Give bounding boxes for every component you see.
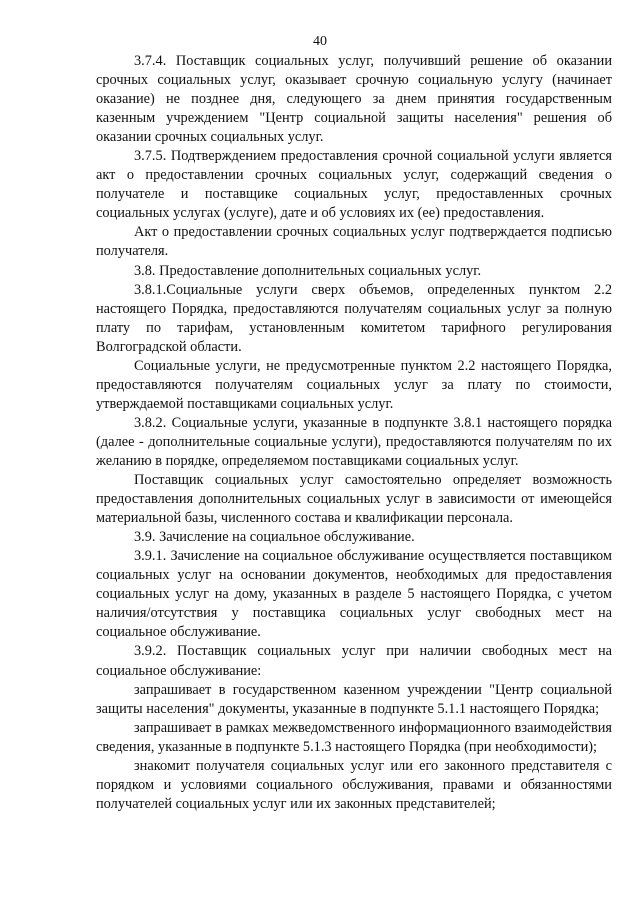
paragraph-act-signature: Акт о предоставлении срочных социальных услуг подтверждается подписью получателя.: [96, 224, 612, 260]
paragraph-3-9-1: 3.9.1. Зачисление на социальное обслуживание осуществляется поставщиком социальных услуг на основании документов, необходимых для предоставления социальных услуг на дому, указанных в разделе 5 настоящего Порядка, с учетом наличия/отсутствия у поставщика социальных услуг свободных мест на социальное обслуживание.: [96, 548, 612, 641]
section-heading-3-8: 3.8. Предоставление дополнительных социальных услуг.: [134, 262, 482, 279]
list-item-acquaint-recipient: знакомит получателя социальных услуг или его законного представителя с порядком и условиями социального обслуживания, правами и обязанностями получателей социальных услуг или их законных представителей;: [96, 757, 612, 812]
document-body: [96, 52, 612, 814]
paragraph-provider-capacity: Поставщик социальных услуг самостоятельно определяет возможность предоставления дополнительных социальных услуг в зависимости от имеющейся материальной базы, численного состава и квалификации персонала.: [96, 472, 612, 527]
section-heading-3-9: 3.9. Зачисление на социальное обслуживание.: [134, 529, 415, 546]
list-item-interagency-request: запрашивает в рамках межведомственного информационного взаимодействия сведения, указанные в подпункте 5.1.3 настоящего Порядка (при необходимости);: [96, 719, 612, 755]
list-item-request-documents: запрашивает в государственном казенном учреждении "Центр социальной защиты населения" документы, указанные в подпункте 5.1.1 настоящего Порядка;: [96, 681, 612, 717]
paragraph-3-7-4: 3.7.4. Поставщик социальных услуг, получивший решение об оказании срочных социальных услуг, оказывает срочную социальную услугу (начинает оказание) не позднее дня, следующего за днем принятия государственным казенным учреждением "Центр социальной защиты населения" решения об оказании срочных социальных услуг.: [96, 53, 612, 146]
paragraph-3-7-5: 3.7.5. Подтверждением предоставления срочной социальной услуги является акт о предоставлении срочных социальных услуг, содержащий сведения о получателе и поставщике социальных услуг, предоставленных срочных социальных услугах (услуге), дате и об условиях их (ее) предоставления.: [96, 148, 612, 222]
paragraph-paid-services: Социальные услуги, не предусмотренные пунктом 2.2 настоящего Порядка, предоставляются получателям социальных услуг за плату по стоимости, утверждаемой поставщиками социальных услуг.: [96, 357, 612, 412]
paragraph-3-8-2: 3.8.2. Социальные услуги, указанные в подпункте 3.8.1 настоящего порядка (далее - дополнительные социальные услуги), предоставляются получателям по их желанию в порядке, определяемом поставщиками социальных услуг.: [96, 414, 612, 469]
page-number: 40: [313, 34, 327, 49]
paragraph-3-8-1: 3.8.1.Социальные услуги сверх объемов, определенных пунктом 2.2 настоящего Порядка, предоставляются получателям социальных услуг за полную плату по тарифам, установленным комитетом тарифного регулирования Волгоградской области.: [96, 281, 612, 355]
paragraph-3-9-2: 3.9.2. Поставщик социальных услуг при наличии свободных мест на социальное обслуживание:: [96, 643, 612, 679]
